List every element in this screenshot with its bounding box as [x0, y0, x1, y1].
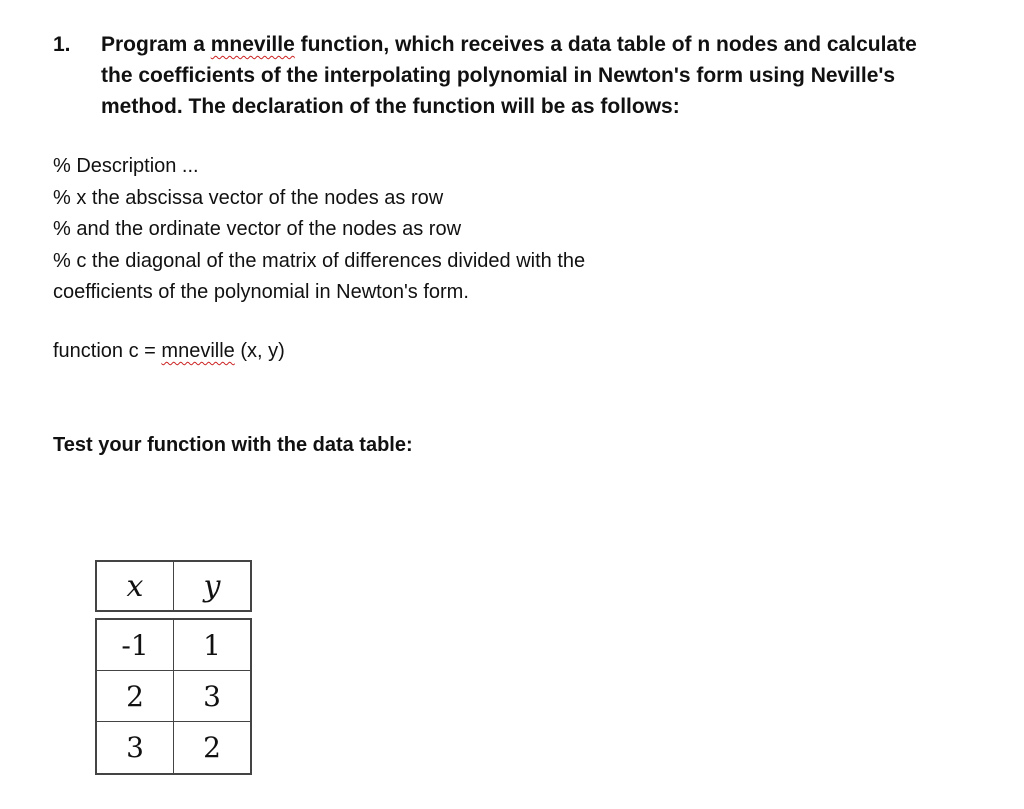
question-line-3: method. The declaration of the function will be as follows: [101, 95, 680, 118]
table-body [95, 618, 252, 775]
comment-line: % Description ... [53, 155, 199, 177]
test-heading: Test your function with the data table: [53, 434, 413, 456]
table-header-x: x [97, 562, 174, 610]
table-cell-y: 3 [203, 679, 221, 713]
data-table [95, 560, 252, 775]
table-cell-x: 3 [97, 722, 174, 773]
question-line-2: the coefficients of the interpolating polynomial in Newton's form using Neville's [101, 64, 896, 87]
table-cell-x: 2 [97, 671, 174, 721]
table-row [97, 671, 250, 722]
comment-line: % x the abscissa vector of the nodes as row [53, 186, 444, 209]
table-row [97, 722, 250, 773]
question-line-1-start: Program a [101, 33, 211, 56]
table-header-y: y [203, 568, 221, 604]
table-header-row [95, 560, 252, 612]
signature-args: (x, y) [234, 340, 285, 362]
signature-prefix: function c = [53, 340, 162, 362]
comment-line: coefficients of the polynomial in Newton's form. [53, 281, 469, 303]
comment-block [53, 151, 585, 309]
function-signature [53, 340, 285, 363]
table-row [97, 620, 250, 671]
question-line-1-end: function, which receives a data table of n nodes and calculate [294, 33, 917, 56]
table-cell-y: 2 [203, 731, 221, 764]
comment-line: % c the diagonal of the matrix of differences divided with the [53, 249, 586, 272]
question-line-1 [101, 29, 917, 60]
function-name-misspelled: mneville [210, 33, 295, 56]
signature-function-name: mneville [161, 340, 235, 362]
table-cell-x: -1 [97, 620, 174, 670]
question-number: 1. [53, 33, 71, 56]
comment-line: % and the ordinate vector of the nodes as row [53, 218, 462, 240]
table-cell-y: 1 [203, 628, 221, 662]
